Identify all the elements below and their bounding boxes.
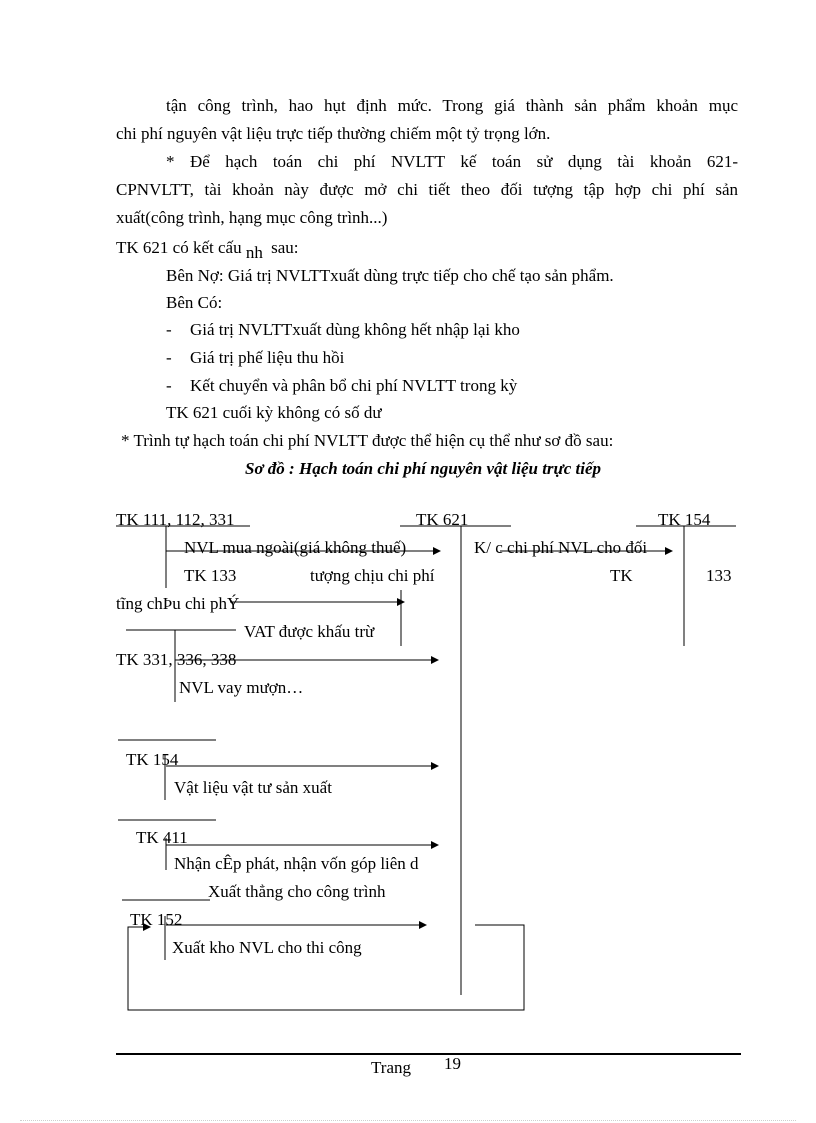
debit-line: Bên Nợ: Giá trị NVLTTxuất dùng trực tiếp cho chế tạo sản phẩm. [166,266,614,285]
credit-item-2: Giá trị phế liệu thu hồi [190,348,345,367]
tk152-label: TK 152 [130,910,183,929]
paragraph-2-line-1: * Để hạch toán chi phí NVLTT kế toán sử dụng tài khoản 621- [166,152,738,171]
credit-item-3: Kết chuyển và phân bổ chi phí NVLTT trong kỳ [190,376,518,395]
sequence-line: * Trình tự hạch toán chi phí NVLTT được thể hiện cụ thể như sơ đồ sau: [121,431,614,450]
tk154-top-label: TK 154 [658,510,711,529]
paragraph-2-line-3: xuất(công trình, hạng mục công trình...) [116,208,388,227]
bottom-dotted-border [20,1120,796,1121]
structure-text-a: TK 621 có kết cấu [116,238,242,257]
direct-label: Xuất thẳng cho công trình [208,882,386,901]
credit-item-1: Giá trị NVLTTxuất dùng không hết nhập lại kho [190,320,520,339]
num-133-label: 133 [706,566,732,585]
footer-rule [116,1053,741,1055]
tk133-label: TK 133 [184,566,237,585]
issue-label: Xuất kho NVL cho thi công [172,938,362,957]
buy-label: NVL mua ngoài(giá không thuế) [184,538,407,557]
transfer-label-1: K/ c chi phí NVL cho đối [474,538,648,557]
tk621-label: TK 621 [416,510,469,529]
receive-label: Nhận cÊp phát, nhận vốn góp liên d [174,854,419,873]
paragraph-1-line-2: chi phí nguyên vật liệu trực tiếp thường chiếm một tỷ trọng lớn. [116,124,551,143]
balance-line: TK 621 cuối kỳ không có số dư [166,403,382,422]
tk331-label: TK 331, 336, 338 [116,650,237,669]
paragraph-1-line-1: tận công trình, hao hụt định mức. Trong giá thành sản phẩm khoản mục [166,96,738,115]
vat-label: VAT được khấu trừ [244,622,375,641]
tk111-label: TK 111, 112, 331 [116,510,235,529]
transfer-label-2: tượng chịu chi phí [310,566,435,585]
tk411-label: TK 411 [136,828,188,847]
structure-text-b: nh [245,243,263,262]
footer-label: Trang [371,1058,411,1077]
diagram-caption: Sơ đồ : Hạch toán chi phí nguyên vật liệu trực tiếp [244,459,602,478]
borrow-label: NVL vay mượn… [179,678,304,697]
bullet-dash: - [166,348,172,367]
bullet-dash: - [166,320,172,339]
tk154-label: TK 154 [126,750,179,769]
paragraph-2-line-2: CPNVLTT, tài khoản này được mở chi tiết theo đối tượng tập hợp chi phí sản [116,180,738,199]
bullet-dash: - [166,376,172,395]
credit-heading: Bên Có: [166,293,223,312]
material-label: Vật liệu vật tư sản xuất [174,778,332,797]
structure-text-c: sau: [271,238,299,257]
tk-right-label: TK [610,566,633,585]
page-number: 19 [444,1054,461,1073]
tinh-chiu-label: tĩng chÞu chi phÝ [116,594,240,613]
